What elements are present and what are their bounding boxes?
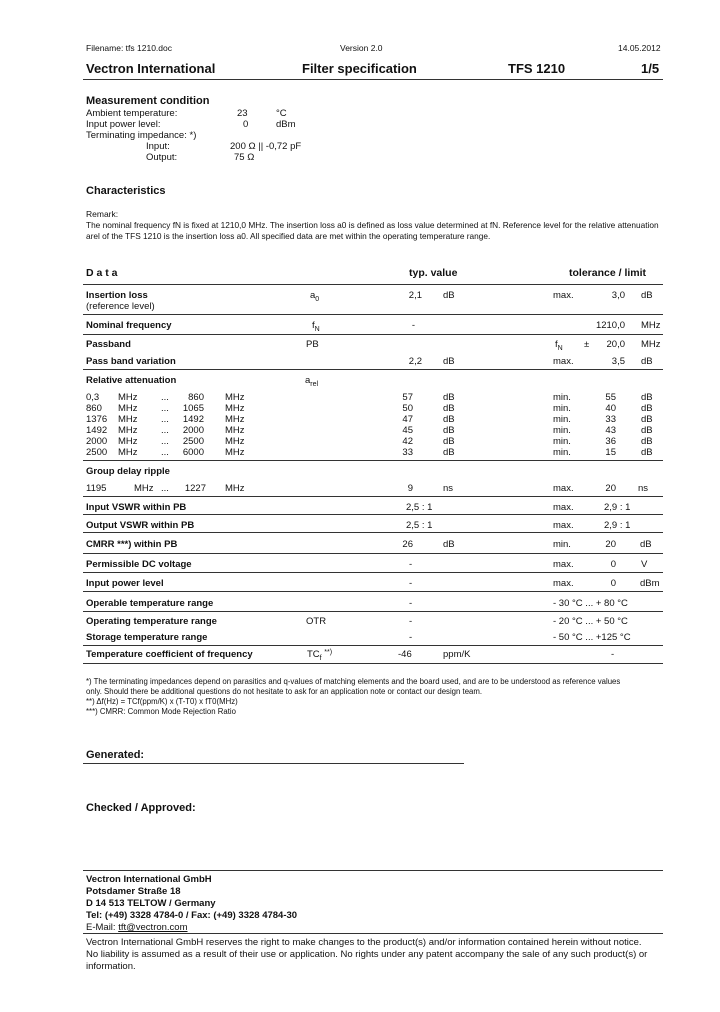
pass-band-variation-limval: 3,5	[611, 356, 625, 367]
attenuation-typ: 47	[402, 414, 413, 425]
attenuation-limval: 40	[605, 403, 616, 414]
nominal-frequency-typ: -	[411, 320, 415, 331]
group-delay-dots: ...	[161, 483, 169, 494]
row-rule	[83, 645, 663, 646]
passband-label: Passband	[86, 339, 131, 350]
attenuation-limunit: dB	[641, 436, 653, 447]
disclaimer-line-2: No liability is assumed as a result of their use or application. No rights under any patent accompany the sale of any such product(s) or	[86, 949, 648, 960]
cmrr-lim: min.	[553, 539, 571, 550]
checked-approved-label: Checked / Approved:	[86, 802, 196, 814]
attenuation-lim: min.	[553, 403, 571, 414]
attenuation-u1: MHz	[118, 425, 138, 436]
operating-temp-range: - 20 °C ... + 50 °C	[553, 616, 628, 627]
attenuation-u2: MHz	[225, 403, 245, 414]
operable-temp-typ: -	[409, 598, 413, 609]
storage-temp-typ: -	[409, 632, 413, 643]
attenuation-lim: min.	[553, 414, 571, 425]
attenuation-dots: ...	[161, 414, 169, 425]
group-delay-limunit: ns	[638, 483, 649, 494]
group-delay-lim: max.	[553, 483, 574, 494]
input-vswr-limval: 2,9 : 1	[604, 502, 631, 513]
term-label: Terminating impedance: *)	[86, 130, 197, 141]
attenuation-unit: dB	[443, 392, 455, 403]
input-label: Input:	[146, 141, 170, 152]
row-rule	[83, 369, 663, 370]
attenuation-limval: 36	[605, 436, 616, 447]
attenuation-f1: 860	[86, 403, 102, 414]
cmrr-unit: dB	[443, 539, 455, 550]
attenuation-f1: 0,3	[86, 392, 100, 403]
page-number: 1/5	[641, 61, 660, 76]
company-name: Vectron International	[86, 61, 216, 76]
attenuation-f2: 2500	[182, 436, 204, 447]
row-rule	[83, 532, 663, 533]
attenuation-f2: 2000	[182, 425, 204, 436]
attenuation-unit: dB	[443, 447, 455, 458]
input-power-limval: 0	[610, 578, 616, 589]
input-vswr-label: Input VSWR within PB	[86, 502, 187, 513]
footnote-3: ***) CMRR: Common Mode Rejection Ratio	[86, 707, 236, 716]
group-delay-u2: MHz	[225, 483, 245, 494]
col-data-header: D a t a	[86, 267, 118, 279]
passband-pm: ±	[584, 339, 590, 350]
footnote-2: **) Δf(Hz) = TCf(ppm/K) x (T-T0) x fT0(MHz)	[86, 697, 238, 706]
group-delay-typ: 9	[407, 483, 413, 494]
attenuation-lim: min.	[553, 425, 571, 436]
table-bottom-rule	[83, 663, 663, 664]
attenuation-limval: 55	[605, 392, 616, 403]
version: Version 2.0	[340, 43, 383, 53]
dc-voltage-limval: 0	[610, 559, 616, 570]
group-delay-unit: ns	[443, 483, 454, 494]
ambient-label: Ambient temperature:	[86, 108, 178, 119]
group-delay-f1: 1195	[86, 483, 107, 494]
nominal-frequency-limunit: MHz	[641, 320, 661, 331]
insertion-loss-symbol: $a_0$	[310, 290, 320, 303]
col-tol-header: tolerance / limit	[569, 267, 647, 279]
attenuation-unit: dB	[443, 436, 455, 447]
email-link[interactable]: tft@vectron.com	[118, 922, 188, 933]
attenuation-limunit: dB	[641, 447, 653, 458]
header-rule	[83, 79, 663, 80]
pass-band-variation-typ: 2,2	[408, 356, 422, 367]
operating-temp-typ: -	[409, 616, 413, 627]
address-line-4: Tel: (+49) 3328 4784-0 / Fax: (+49) 3328 4784-30	[86, 910, 298, 921]
group-delay-limval: 20	[605, 483, 616, 494]
output-vswr-typ: 2,5 : 1	[406, 520, 433, 531]
power-unit: dBm	[276, 119, 296, 130]
group-delay-ripple-label: Group delay ripple	[86, 466, 170, 477]
attenuation-f2: 1492	[182, 414, 204, 425]
cmrr-label: CMRR ***) within PB	[86, 539, 178, 550]
pass-band-variation-label: Pass band variation	[86, 356, 176, 367]
attenuation-dots: ...	[161, 425, 169, 436]
attenuation-unit: dB	[443, 403, 455, 414]
attenuation-u2: MHz	[225, 414, 245, 425]
storage-temp-range: - 50 °C ... +125 °C	[553, 632, 631, 643]
input-value: 200 Ω || -0,72 pF	[230, 141, 302, 152]
input-power-typ: -	[409, 578, 413, 589]
row-rule	[83, 314, 663, 315]
operating-temp-symbol: OTR	[306, 616, 327, 627]
cmrr-limval: 20	[605, 539, 616, 550]
attenuation-u2: MHz	[225, 392, 245, 403]
attenuation-u1: MHz	[118, 392, 138, 403]
row-rule	[83, 460, 663, 461]
input-vswr-lim: max.	[553, 502, 574, 513]
attenuation-lim: min.	[553, 392, 571, 403]
operable-temp-label: Operable temperature range	[86, 598, 214, 609]
row-rule	[83, 572, 663, 573]
nominal-frequency-label: Nominal frequency	[86, 320, 172, 331]
footnote-1b: only. Should there be additional questions do not hesitate to ask for an application note or contact our design team.	[86, 687, 483, 696]
cmrr-limunit: dB	[640, 539, 652, 550]
attenuation-limunit: dB	[641, 392, 653, 403]
attenuation-limval: 33	[605, 414, 616, 425]
tcf-typ: -46	[398, 649, 412, 660]
attenuation-f1: 2000	[86, 436, 108, 447]
operable-temp-range: - 30 °C ... + 80 °C	[553, 598, 628, 609]
filename: Filename: tfs 1210.doc	[86, 43, 172, 53]
generated-label: Generated:	[86, 749, 145, 761]
insertion-loss-limunit: dB	[641, 290, 653, 301]
row-rule	[83, 611, 663, 612]
part-number: TFS 1210	[508, 61, 566, 76]
attenuation-dots: ...	[161, 436, 169, 447]
disclaimer-line-3: information.	[86, 961, 136, 972]
input-power-lim: max.	[553, 578, 574, 589]
date: 14.05.2012	[618, 43, 661, 53]
generated-signature-line	[83, 763, 464, 764]
attenuation-limval: 43	[605, 425, 616, 436]
output-vswr-label: Output VSWR within PB	[86, 520, 195, 531]
ambient-unit: °C	[276, 108, 287, 119]
attenuation-dots: ...	[161, 447, 169, 458]
attenuation-limval: 15	[605, 447, 616, 458]
disclaimer-line-1: Vectron International GmbH reserves the right to make changes to the product(s) and/or information contained herein without notice.	[86, 937, 642, 948]
remark-label: Remark:	[86, 209, 119, 219]
row-rule	[83, 591, 663, 592]
footer-rule-2	[83, 933, 663, 934]
attenuation-typ: 42	[402, 436, 413, 447]
attenuation-typ: 45	[402, 425, 413, 436]
attenuation-typ: 33	[402, 447, 413, 458]
attenuation-lim: min.	[553, 447, 571, 458]
footnote-1: *) The terminating impedances depend on parasitics and q-values of matching elements and the board used, and are to be understood as reference values	[86, 677, 621, 686]
attenuation-u2: MHz	[225, 425, 245, 436]
email-line: E-Mail: tft@vectron.com	[86, 922, 188, 933]
input-vswr-typ: 2,5 : 1	[406, 502, 433, 513]
attenuation-u1: MHz	[118, 414, 138, 425]
power-label: Input power level:	[86, 119, 161, 130]
tcf-limval: -	[611, 649, 615, 660]
pass-band-variation-unit: dB	[443, 356, 455, 367]
nominal-frequency-limval: 1210,0	[595, 320, 625, 331]
dc-voltage-limunit: V	[641, 559, 648, 570]
insertion-loss-typ: 2,1	[408, 290, 422, 301]
dc-voltage-typ: -	[409, 559, 413, 570]
pass-band-variation-limunit: dB	[641, 356, 653, 367]
power-value: 0	[243, 119, 249, 130]
passband-limunit: MHz	[641, 339, 661, 350]
group-delay-u1: MHz	[134, 483, 154, 494]
input-power-limunit: dBm	[640, 578, 660, 589]
attenuation-typ: 50	[402, 403, 413, 414]
attenuation-f2: 860	[188, 392, 204, 403]
footer-rule	[83, 870, 663, 871]
tcf-symbol: $TC_f$ **)	[307, 649, 333, 662]
output-value: 75 Ω	[234, 152, 255, 163]
passband-fn: $f_N$	[555, 339, 563, 352]
attenuation-limunit: dB	[641, 414, 653, 425]
row-rule	[83, 334, 663, 335]
attenuation-f1: 1376	[86, 414, 108, 425]
attenuation-unit: dB	[443, 414, 455, 425]
relative-attenuation-label: Relative attenuation	[86, 375, 177, 386]
attenuation-u2: MHz	[225, 447, 245, 458]
output-vswr-lim: max.	[553, 520, 574, 531]
remark-line-1: The nominal frequency fN is fixed at 1210,0 MHz. The insertion loss a0 is defined as loss value determined at fN. Reference level for the relative attenuation	[86, 220, 659, 230]
insertion-loss-lim: max.	[553, 290, 574, 301]
attenuation-dots: ...	[161, 403, 169, 414]
passband-symbol: PB	[306, 339, 319, 350]
insertion-loss-limval: 3,0	[611, 290, 625, 301]
passband-limval: 20,0	[606, 339, 625, 350]
attenuation-u1: MHz	[118, 403, 138, 414]
attenuation-f2: 6000	[182, 447, 204, 458]
attenuation-dots: ...	[161, 392, 169, 403]
row-rule	[83, 514, 663, 515]
operating-temp-label: Operating temperature range	[86, 616, 217, 627]
attenuation-f2: 1065	[182, 403, 204, 414]
address-line-2: Potsdamer Straße 18	[86, 886, 181, 897]
attenuation-limunit: dB	[641, 403, 653, 414]
tcf-unit: ppm/K	[443, 649, 471, 660]
attenuation-f1: 2500	[86, 447, 108, 458]
output-label: Output:	[146, 152, 178, 163]
address-line-3: D 14 513 TELTOW / Germany	[86, 898, 216, 909]
cmrr-typ: 26	[402, 539, 413, 550]
insertion-loss-sub: (reference level)	[86, 301, 155, 312]
attenuation-limunit: dB	[641, 425, 653, 436]
nominal-frequency-symbol: $f_N$	[312, 320, 320, 333]
storage-temp-label: Storage temperature range	[86, 632, 208, 643]
tcf-label: Temperature coefficient of frequency	[86, 649, 253, 660]
attenuation-u1: MHz	[118, 447, 138, 458]
attenuation-u1: MHz	[118, 436, 138, 447]
ambient-value: 23	[237, 108, 248, 119]
measurement-title: Measurement condition	[86, 95, 210, 107]
doc-type: Filter specification	[302, 61, 417, 76]
dc-voltage-lim: max.	[553, 559, 574, 570]
pass-band-variation-lim: max.	[553, 356, 574, 367]
attenuation-unit: dB	[443, 425, 455, 436]
attenuation-lim: min.	[553, 436, 571, 447]
row-rule	[83, 496, 663, 497]
row-rule	[83, 553, 663, 554]
table-header-rule	[83, 284, 663, 285]
col-typ-header: typ. value	[409, 267, 458, 279]
insertion-loss-unit: dB	[443, 290, 455, 301]
remark-line-2: arel of the TFS 1210 is the insertion loss a0. All specified data are met within the operating temperature range.	[86, 231, 491, 241]
group-delay-f2: 1227	[184, 483, 206, 494]
attenuation-typ: 57	[402, 392, 413, 403]
input-power-label: Input power level	[86, 578, 164, 589]
characteristics-title: Characteristics	[86, 185, 166, 197]
output-vswr-limval: 2,9 : 1	[604, 520, 631, 531]
dc-voltage-label: Permissible DC voltage	[86, 559, 192, 570]
address-line-1: Vectron International GmbH	[86, 874, 212, 885]
insertion-loss-label: Insertion loss	[86, 290, 148, 301]
relative-attenuation-symbol: $a_{rel}$	[305, 375, 319, 388]
attenuation-f1: 1492	[86, 425, 108, 436]
attenuation-u2: MHz	[225, 436, 245, 447]
